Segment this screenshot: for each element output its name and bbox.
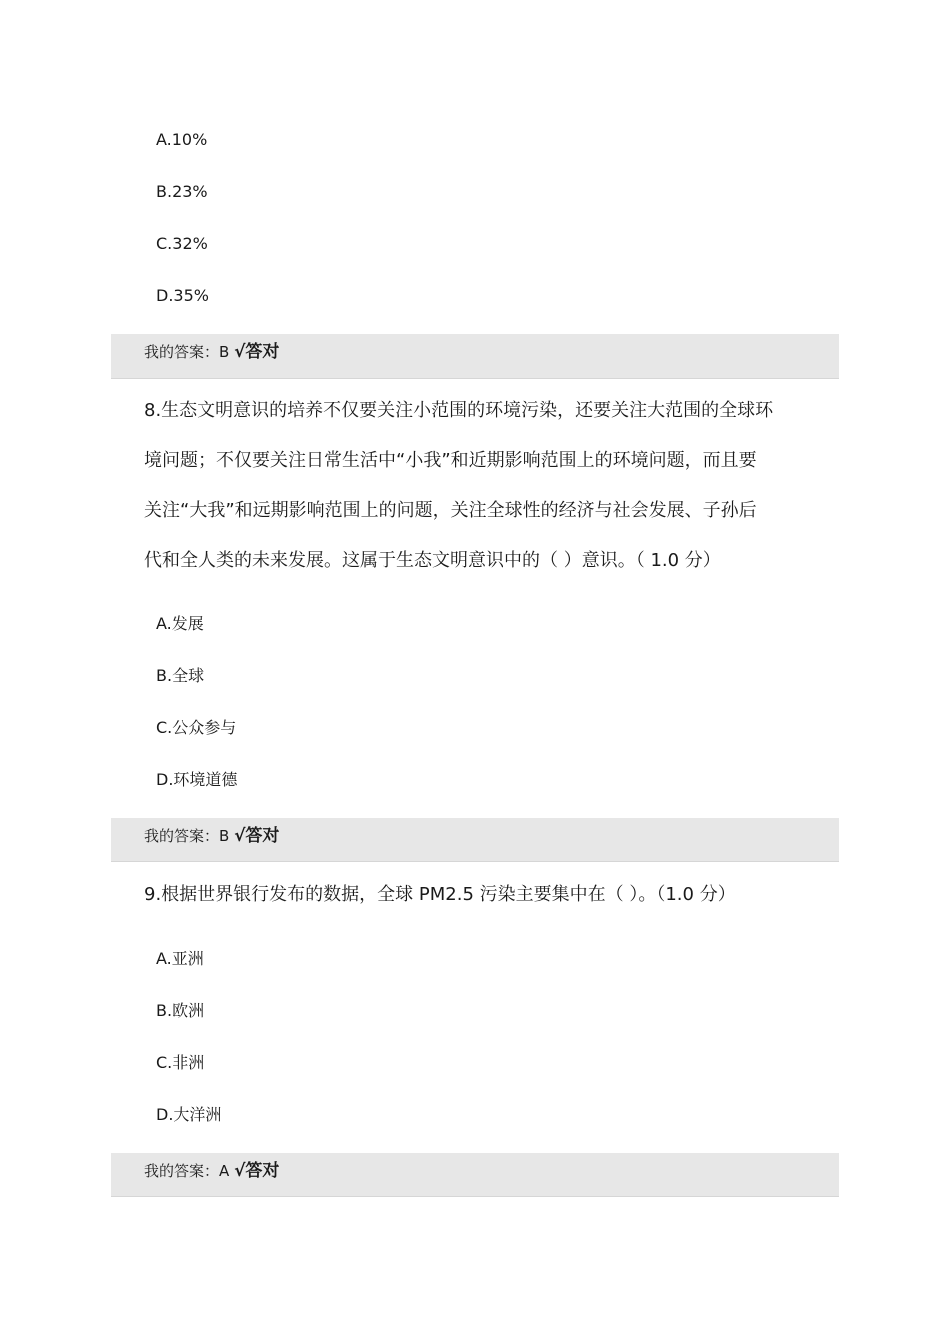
q8-option-a[interactable]: A.发展 [156, 614, 204, 633]
q7-answer-bar [111, 334, 839, 379]
q9-answer-text [144, 1161, 279, 1181]
q9-option-a[interactable]: A.亚洲 [156, 949, 204, 968]
q8-question-line: 代和全人类的未来发展。这属于生态文明意识中的（ ）意识。（ 1.0 分） [144, 550, 721, 571]
q8-question-line: 8.生态文明意识的培养不仅要关注小范围的环境污染，还要关注大范围的全球环 [144, 400, 774, 421]
q7-answer-label: 我的答案： [144, 343, 220, 361]
q7-option-b[interactable]: B.23% [156, 182, 208, 201]
q9-question-text [144, 881, 814, 931]
q9-option-c[interactable]: C.非洲 [156, 1053, 205, 1072]
q7-option-d[interactable]: D.35% [156, 286, 209, 305]
q9-option-d[interactable]: D.大洋洲 [156, 1105, 222, 1124]
q8-option-d[interactable]: D.环境道德 [156, 770, 238, 789]
q8-question-line: 关注“大我”和远期影响范围上的问题，关注全球性的经济与社会发展、子孙后 [144, 500, 757, 521]
q8-answer-mark: √答对 [234, 826, 280, 846]
q7-answer-mark: √答对 [234, 342, 280, 362]
q8-answer-text [144, 826, 279, 846]
q8-answer-value: B [219, 827, 230, 845]
q7-option-a[interactable]: A.10% [156, 130, 208, 149]
q8-option-c[interactable]: C.公众参与 [156, 718, 237, 737]
q7-option-c[interactable]: C.32% [156, 234, 208, 253]
q7-answer-value: B [219, 343, 230, 361]
q8-answer-bar [111, 818, 839, 862]
q9-option-b[interactable]: B.欧洲 [156, 1001, 205, 1020]
q8-answer-label: 我的答案： [144, 827, 220, 845]
q9-answer-bar [111, 1153, 839, 1197]
q9-question-line: 9.根据世界银行发布的数据，全球 PM2.5 污染主要集中在（ ）。（1.0 分） [144, 884, 736, 905]
q8-question-text [144, 397, 814, 597]
q9-answer-value: A [219, 1162, 230, 1180]
q9-answer-label: 我的答案： [144, 1162, 220, 1180]
q8-option-b[interactable]: B.全球 [156, 666, 205, 685]
q8-question-line: 境问题；不仅要关注日常生活中“小我”和近期影响范围上的环境问题，而且要 [144, 450, 757, 471]
q9-answer-mark: √答对 [234, 1161, 280, 1181]
q7-answer-text [144, 342, 279, 362]
